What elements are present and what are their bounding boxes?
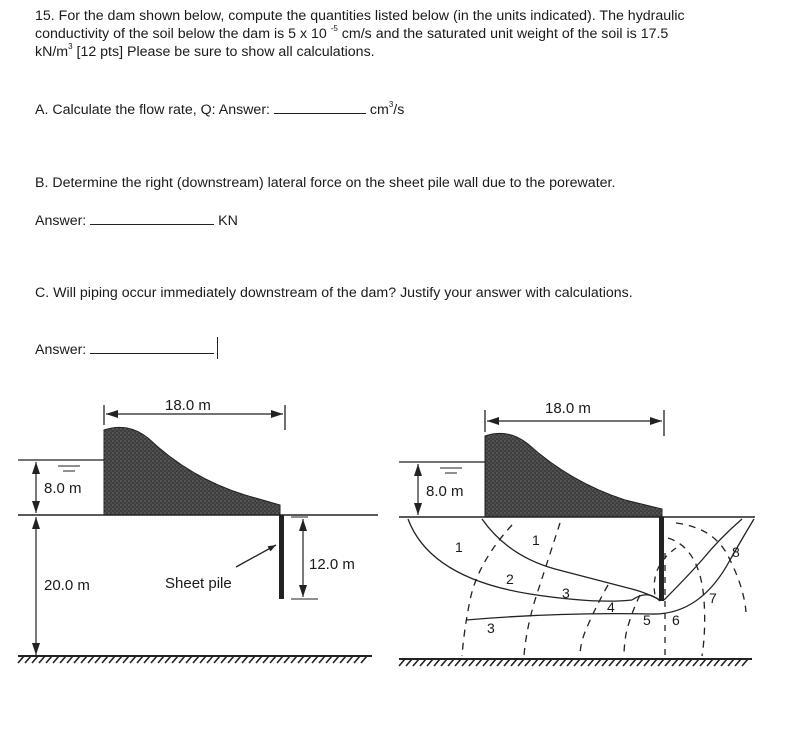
left-sheet-pile bbox=[279, 515, 284, 599]
hatch-mark bbox=[18, 656, 24, 663]
hatch-mark bbox=[207, 656, 213, 663]
equipotential-label-3b: 3 bbox=[562, 585, 570, 601]
equipotential-label-3a: 3 bbox=[487, 620, 495, 636]
hatch-mark bbox=[532, 659, 538, 666]
equipotential-line-3 bbox=[580, 585, 608, 656]
hatch-mark bbox=[214, 656, 220, 663]
hatch-mark bbox=[130, 656, 136, 663]
hatch-mark bbox=[539, 659, 545, 666]
right-dam-body bbox=[485, 433, 662, 517]
hatch-mark bbox=[305, 656, 311, 663]
hatch-mark bbox=[427, 659, 433, 666]
equipotential-label-7: 7 bbox=[709, 590, 717, 606]
hatch-mark bbox=[679, 659, 685, 666]
equipotential-label-8: 8 bbox=[732, 544, 740, 560]
hatch-mark bbox=[186, 656, 192, 663]
intro-line3-b: [12 pts] Please be sure to show all calculations. bbox=[72, 44, 375, 60]
hatch-mark bbox=[228, 656, 234, 663]
hatch-mark bbox=[490, 659, 496, 666]
hatch-mark bbox=[256, 656, 262, 663]
hatch-mark bbox=[658, 659, 664, 666]
hatch-mark bbox=[53, 656, 59, 663]
hatch-mark bbox=[151, 656, 157, 663]
hatch-mark bbox=[546, 659, 552, 666]
hatch-mark bbox=[179, 656, 185, 663]
hatch-mark bbox=[609, 659, 615, 666]
hatch-mark bbox=[242, 656, 248, 663]
hatch-mark bbox=[361, 656, 367, 663]
left-dam-body bbox=[104, 427, 280, 515]
flow-line-2 bbox=[482, 519, 660, 600]
equipotential-line-4 bbox=[624, 595, 640, 656]
equipotential-line-1 bbox=[462, 525, 512, 656]
left-water-depth-label: 8.0 m bbox=[44, 480, 82, 497]
hatch-mark bbox=[32, 656, 38, 663]
left-soil-depth-label: 20.0 m bbox=[44, 577, 90, 594]
hatch-mark bbox=[354, 656, 360, 663]
hatch-mark bbox=[413, 659, 419, 666]
hatch-mark bbox=[637, 659, 643, 666]
hatch-mark bbox=[462, 659, 468, 666]
hatch-mark bbox=[165, 656, 171, 663]
hatch-mark bbox=[595, 659, 601, 666]
equipotential-label-5: 5 bbox=[643, 612, 651, 628]
part-a-unit-tail: /s bbox=[393, 102, 405, 118]
hatch-mark bbox=[420, 659, 426, 666]
part-c-answer-label: Answer: bbox=[35, 342, 87, 358]
problem-intro-line1: 15. For the dam shown below, compute the quantities listed below (in the units indicated). The hydraulic bbox=[35, 8, 685, 24]
part-a-question: A. Calculate the flow rate, Q: Answer: bbox=[35, 102, 270, 118]
intro-line2-b: cm/s and the saturated unit weight of the soil is 17.5 bbox=[337, 26, 669, 42]
hatch-mark bbox=[483, 659, 489, 666]
hatch-mark bbox=[742, 659, 748, 666]
hatch-mark bbox=[560, 659, 566, 666]
hatch-mark bbox=[284, 656, 290, 663]
hatch-mark bbox=[588, 659, 594, 666]
hatch-mark bbox=[651, 659, 657, 666]
hatch-mark bbox=[574, 659, 580, 666]
hatch-mark bbox=[693, 659, 699, 666]
hatch-mark bbox=[644, 659, 650, 666]
hatch-mark bbox=[406, 659, 412, 666]
hatch-mark bbox=[25, 656, 31, 663]
part-b-question: B. Determine the right (downstream) lateral force on the sheet pile wall due to the porewater. bbox=[35, 175, 616, 191]
sheet-pile-label: Sheet pile bbox=[165, 575, 232, 592]
part-b-answer-label: Answer: bbox=[35, 213, 87, 229]
hatch-mark bbox=[347, 656, 353, 663]
hatch-mark bbox=[95, 656, 101, 663]
hatch-mark bbox=[518, 659, 524, 666]
hatch-mark bbox=[144, 656, 150, 663]
hatch-mark bbox=[504, 659, 510, 666]
hatch-mark bbox=[298, 656, 304, 663]
right-base-hatching bbox=[399, 659, 748, 666]
equipotential-line-2 bbox=[524, 523, 560, 656]
right-width-label: 18.0 m bbox=[545, 400, 591, 417]
hatch-mark bbox=[399, 659, 405, 666]
left-width-label: 18.0 m bbox=[165, 397, 211, 414]
equipotential-label-4: 4 bbox=[607, 599, 615, 615]
intro-line3-a: kN/m bbox=[35, 44, 69, 60]
right-figure bbox=[399, 400, 755, 666]
part-c-question: C. Will piping occur immediately downstream of the dam? Justify your answer with calculations. bbox=[35, 285, 633, 301]
hatch-mark bbox=[46, 656, 52, 663]
equipotential-label-1b: 1 bbox=[532, 532, 540, 548]
part-a-unit-base: cm bbox=[369, 102, 389, 118]
hatch-mark bbox=[630, 659, 636, 666]
hatch-mark bbox=[511, 659, 517, 666]
hatch-mark bbox=[469, 659, 475, 666]
part-a-unit-exponent: 3 bbox=[388, 100, 394, 110]
hatch-mark bbox=[277, 656, 283, 663]
hatch-mark bbox=[721, 659, 727, 666]
hatch-mark bbox=[102, 656, 108, 663]
hatch-mark bbox=[319, 656, 325, 663]
equipotential-label-1a: 1 bbox=[455, 539, 463, 555]
hatch-mark bbox=[735, 659, 741, 666]
hatch-mark bbox=[312, 656, 318, 663]
hatch-mark bbox=[249, 656, 255, 663]
hatch-mark bbox=[109, 656, 115, 663]
hatch-mark bbox=[123, 656, 129, 663]
hatch-mark bbox=[193, 656, 199, 663]
intro-line3-exponent: 3 bbox=[68, 42, 73, 52]
intro-line2-a: conductivity of the soil below the dam is 5 x 10 bbox=[35, 26, 331, 42]
left-base-hatching bbox=[18, 656, 367, 663]
hatch-mark bbox=[333, 656, 339, 663]
left-pile-depth-label: 12.0 m bbox=[309, 556, 355, 573]
hatch-mark bbox=[270, 656, 276, 663]
part-b-unit: KN bbox=[218, 213, 238, 229]
hatch-mark bbox=[235, 656, 241, 663]
left-figure bbox=[18, 397, 378, 663]
hatch-mark bbox=[340, 656, 346, 663]
hatch-mark bbox=[81, 656, 87, 663]
hatch-mark bbox=[448, 659, 454, 666]
right-water-depth-label: 8.0 m bbox=[426, 483, 464, 500]
hatch-mark bbox=[263, 656, 269, 663]
hatch-mark bbox=[39, 656, 45, 663]
hatch-mark bbox=[602, 659, 608, 666]
sheet-pile-pointer-arrow bbox=[236, 545, 276, 567]
hatch-mark bbox=[67, 656, 73, 663]
flow-line-1 bbox=[408, 519, 632, 601]
hatch-mark bbox=[581, 659, 587, 666]
hatch-mark bbox=[434, 659, 440, 666]
hatch-mark bbox=[616, 659, 622, 666]
hatch-mark bbox=[476, 659, 482, 666]
hatch-mark bbox=[441, 659, 447, 666]
hatch-mark bbox=[455, 659, 461, 666]
hatch-mark bbox=[714, 659, 720, 666]
hatch-mark bbox=[291, 656, 297, 663]
equipotential-line-6 bbox=[668, 538, 705, 656]
hatch-mark bbox=[497, 659, 503, 666]
hatch-mark bbox=[686, 659, 692, 666]
hatch-mark bbox=[665, 659, 671, 666]
intro-exponent: -5 bbox=[330, 24, 338, 34]
hatch-mark bbox=[60, 656, 66, 663]
hatch-mark bbox=[221, 656, 227, 663]
hatch-mark bbox=[525, 659, 531, 666]
hatch-mark bbox=[728, 659, 734, 666]
hatch-mark bbox=[553, 659, 559, 666]
hatch-mark bbox=[623, 659, 629, 666]
hatch-mark bbox=[326, 656, 332, 663]
hatch-mark bbox=[137, 656, 143, 663]
hatch-mark bbox=[116, 656, 122, 663]
hatch-mark bbox=[200, 656, 206, 663]
hatch-mark bbox=[88, 656, 94, 663]
hatch-mark bbox=[700, 659, 706, 666]
hatch-mark bbox=[74, 656, 80, 663]
hatch-mark bbox=[672, 659, 678, 666]
equipotential-label-6: 6 bbox=[672, 612, 680, 628]
hatch-mark bbox=[707, 659, 713, 666]
equipotential-label-2: 2 bbox=[506, 571, 514, 587]
hatch-mark bbox=[567, 659, 573, 666]
hatch-mark bbox=[172, 656, 178, 663]
hatch-mark bbox=[158, 656, 164, 663]
